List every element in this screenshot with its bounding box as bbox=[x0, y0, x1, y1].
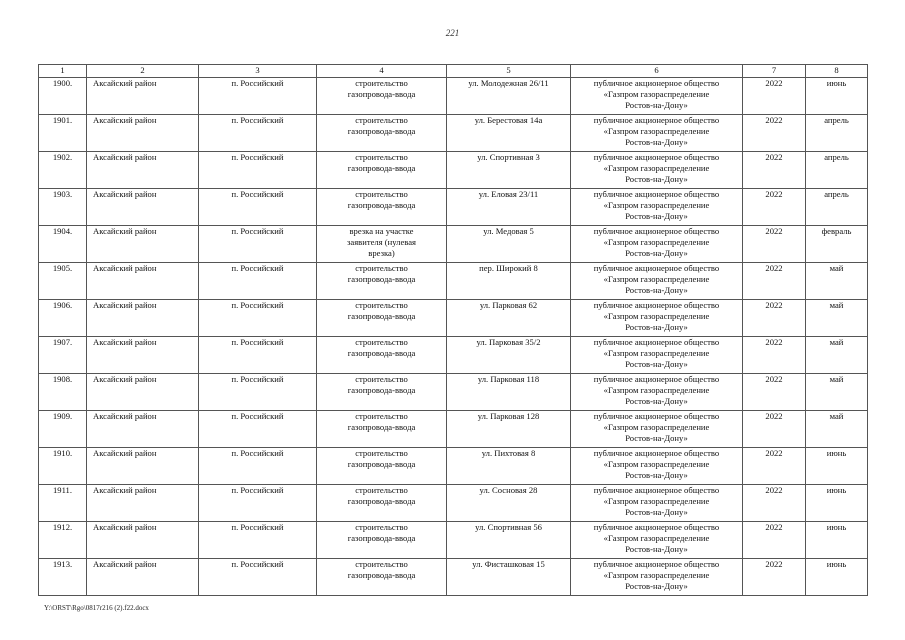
row-number: 1907. bbox=[39, 337, 87, 374]
year-cell: 2022 bbox=[743, 115, 806, 152]
district-cell: Аксайский район bbox=[87, 78, 199, 115]
work-type-cell: строительство газопровода-ввода bbox=[317, 115, 447, 152]
row-number: 1904. bbox=[39, 226, 87, 263]
work-type-cell: строительство газопровода-ввода bbox=[317, 337, 447, 374]
table-row bbox=[39, 485, 868, 522]
year-cell: 2022 bbox=[743, 189, 806, 226]
column-number-row bbox=[39, 65, 868, 78]
table-row bbox=[39, 448, 868, 485]
settlement-cell: п. Российский bbox=[199, 300, 317, 337]
table-row bbox=[39, 522, 868, 559]
settlement-cell: п. Российский bbox=[199, 263, 317, 300]
organization-cell: публичное акционерное общество «Газпром газораспределение Ростов-на-Дону» bbox=[571, 300, 743, 337]
address-cell: ул. Фисташковая 15 bbox=[447, 559, 571, 596]
work-type-cell: строительство газопровода-ввода bbox=[317, 300, 447, 337]
row-number: 1906. bbox=[39, 300, 87, 337]
district-cell: Аксайский район bbox=[87, 115, 199, 152]
organization-cell: публичное акционерное общество «Газпром газораспределение Ростов-на-Дону» bbox=[571, 337, 743, 374]
column-header: 4 bbox=[317, 65, 447, 78]
month-cell: февраль bbox=[806, 226, 868, 263]
work-type-cell: строительство газопровода-ввода bbox=[317, 152, 447, 189]
row-number: 1911. bbox=[39, 485, 87, 522]
settlement-cell: п. Российский bbox=[199, 559, 317, 596]
district-cell: Аксайский район bbox=[87, 300, 199, 337]
settlement-cell: п. Российский bbox=[199, 115, 317, 152]
address-cell: ул. Берестовая 14а bbox=[447, 115, 571, 152]
table-row bbox=[39, 337, 868, 374]
column-header: 8 bbox=[806, 65, 868, 78]
year-cell: 2022 bbox=[743, 485, 806, 522]
settlement-cell: п. Российский bbox=[199, 485, 317, 522]
settlement-cell: п. Российский bbox=[199, 152, 317, 189]
table-row bbox=[39, 78, 868, 115]
work-type-cell: строительство газопровода-ввода bbox=[317, 559, 447, 596]
column-header: 3 bbox=[199, 65, 317, 78]
district-cell: Аксайский район bbox=[87, 189, 199, 226]
district-cell: Аксайский район bbox=[87, 263, 199, 300]
address-cell: ул. Спортивная 3 bbox=[447, 152, 571, 189]
column-header: 1 bbox=[39, 65, 87, 78]
row-number: 1902. bbox=[39, 152, 87, 189]
month-cell: май bbox=[806, 337, 868, 374]
district-cell: Аксайский район bbox=[87, 226, 199, 263]
work-type-cell: строительство газопровода-ввода bbox=[317, 448, 447, 485]
work-type-cell: строительство газопровода-ввода bbox=[317, 189, 447, 226]
work-type-cell: строительство газопровода-ввода bbox=[317, 263, 447, 300]
settlement-cell: п. Российский bbox=[199, 374, 317, 411]
year-cell: 2022 bbox=[743, 226, 806, 263]
organization-cell: публичное акционерное общество «Газпром газораспределение Ростов-на-Дону» bbox=[571, 115, 743, 152]
settlement-cell: п. Российский bbox=[199, 522, 317, 559]
registry-table bbox=[38, 64, 868, 596]
year-cell: 2022 bbox=[743, 263, 806, 300]
organization-cell: публичное акционерное общество «Газпром газораспределение Ростов-на-Дону» bbox=[571, 189, 743, 226]
district-cell: Аксайский район bbox=[87, 411, 199, 448]
organization-cell: публичное акционерное общество «Газпром газораспределение Ростов-на-Дону» bbox=[571, 374, 743, 411]
district-cell: Аксайский район bbox=[87, 448, 199, 485]
district-cell: Аксайский район bbox=[87, 337, 199, 374]
year-cell: 2022 bbox=[743, 448, 806, 485]
month-cell: июнь bbox=[806, 485, 868, 522]
district-cell: Аксайский район bbox=[87, 152, 199, 189]
month-cell: май bbox=[806, 300, 868, 337]
address-cell: ул. Парковая 118 bbox=[447, 374, 571, 411]
address-cell: ул. Парковая 35/2 bbox=[447, 337, 571, 374]
address-cell: ул. Медовая 5 bbox=[447, 226, 571, 263]
organization-cell: публичное акционерное общество «Газпром газораспределение Ростов-на-Дону» bbox=[571, 152, 743, 189]
work-type-cell: строительство газопровода-ввода bbox=[317, 78, 447, 115]
year-cell: 2022 bbox=[743, 559, 806, 596]
month-cell: апрель bbox=[806, 152, 868, 189]
address-cell: ул. Сосновая 28 bbox=[447, 485, 571, 522]
table-row bbox=[39, 226, 868, 263]
address-cell: пер. Широкий 8 bbox=[447, 263, 571, 300]
page-number: 221 bbox=[445, 28, 460, 38]
column-header: 5 bbox=[447, 65, 571, 78]
organization-cell: публичное акционерное общество «Газпром газораспределение Ростов-на-Дону» bbox=[571, 78, 743, 115]
month-cell: июнь bbox=[806, 522, 868, 559]
registry-rows bbox=[39, 78, 868, 596]
work-type-cell: строительство газопровода-ввода bbox=[317, 411, 447, 448]
settlement-cell: п. Российский bbox=[199, 78, 317, 115]
month-cell: июнь bbox=[806, 78, 868, 115]
address-cell: ул. Спортивная 56 bbox=[447, 522, 571, 559]
month-cell: июнь bbox=[806, 448, 868, 485]
table-row bbox=[39, 115, 868, 152]
district-cell: Аксайский район bbox=[87, 522, 199, 559]
district-cell: Аксайский район bbox=[87, 485, 199, 522]
table-row bbox=[39, 559, 868, 596]
address-cell: ул. Парковая 128 bbox=[447, 411, 571, 448]
row-number: 1903. bbox=[39, 189, 87, 226]
settlement-cell: п. Российский bbox=[199, 337, 317, 374]
month-cell: апрель bbox=[806, 189, 868, 226]
column-header: 2 bbox=[87, 65, 199, 78]
organization-cell: публичное акционерное общество «Газпром газораспределение Ростов-на-Дону» bbox=[571, 485, 743, 522]
row-number: 1909. bbox=[39, 411, 87, 448]
row-number: 1912. bbox=[39, 522, 87, 559]
address-cell: ул. Пихтовая 8 bbox=[447, 448, 571, 485]
settlement-cell: п. Российский bbox=[199, 189, 317, 226]
row-number: 1910. bbox=[39, 448, 87, 485]
table-row bbox=[39, 152, 868, 189]
table-row bbox=[39, 411, 868, 448]
settlement-cell: п. Российский bbox=[199, 226, 317, 263]
address-cell: ул. Молодежная 26/11 bbox=[447, 78, 571, 115]
district-cell: Аксайский район bbox=[87, 559, 199, 596]
organization-cell: публичное акционерное общество «Газпром газораспределение Ростов-на-Дону» bbox=[571, 411, 743, 448]
organization-cell: публичное акционерное общество «Газпром газораспределение Ростов-на-Дону» bbox=[571, 522, 743, 559]
row-number: 1913. bbox=[39, 559, 87, 596]
month-cell: май bbox=[806, 411, 868, 448]
table-row bbox=[39, 263, 868, 300]
organization-cell: публичное акционерное общество «Газпром газораспределение Ростов-на-Дону» bbox=[571, 263, 743, 300]
work-type-cell: строительство газопровода-ввода bbox=[317, 374, 447, 411]
year-cell: 2022 bbox=[743, 78, 806, 115]
year-cell: 2022 bbox=[743, 374, 806, 411]
table-row bbox=[39, 189, 868, 226]
month-cell: июнь bbox=[806, 559, 868, 596]
table-row bbox=[39, 300, 868, 337]
year-cell: 2022 bbox=[743, 337, 806, 374]
column-header: 7 bbox=[743, 65, 806, 78]
district-cell: Аксайский район bbox=[87, 374, 199, 411]
organization-cell: публичное акционерное общество «Газпром газораспределение Ростов-на-Дону» bbox=[571, 448, 743, 485]
month-cell: апрель bbox=[806, 115, 868, 152]
settlement-cell: п. Российский bbox=[199, 411, 317, 448]
row-number: 1908. bbox=[39, 374, 87, 411]
row-number: 1900. bbox=[39, 78, 87, 115]
address-cell: ул. Парковая 62 bbox=[447, 300, 571, 337]
year-cell: 2022 bbox=[743, 522, 806, 559]
settlement-cell: п. Российский bbox=[199, 448, 317, 485]
month-cell: май bbox=[806, 263, 868, 300]
month-cell: май bbox=[806, 374, 868, 411]
year-cell: 2022 bbox=[743, 300, 806, 337]
year-cell: 2022 bbox=[743, 411, 806, 448]
year-cell: 2022 bbox=[743, 152, 806, 189]
row-number: 1901. bbox=[39, 115, 87, 152]
row-number: 1905. bbox=[39, 263, 87, 300]
work-type-cell: строительство газопровода-ввода bbox=[317, 485, 447, 522]
footer-file-path: Y:\ORST\Rgo\0817r216 (2).f22.docx bbox=[44, 604, 149, 612]
organization-cell: публичное акционерное общество «Газпром газораспределение Ростов-на-Дону» bbox=[571, 226, 743, 263]
column-header: 6 bbox=[571, 65, 743, 78]
table-row bbox=[39, 374, 868, 411]
organization-cell: публичное акционерное общество «Газпром газораспределение Ростов-на-Дону» bbox=[571, 559, 743, 596]
work-type-cell: врезка на участке заявителя (нулевая врезка) bbox=[317, 226, 447, 263]
address-cell: ул. Еловая 23/11 bbox=[447, 189, 571, 226]
work-type-cell: строительство газопровода-ввода bbox=[317, 522, 447, 559]
